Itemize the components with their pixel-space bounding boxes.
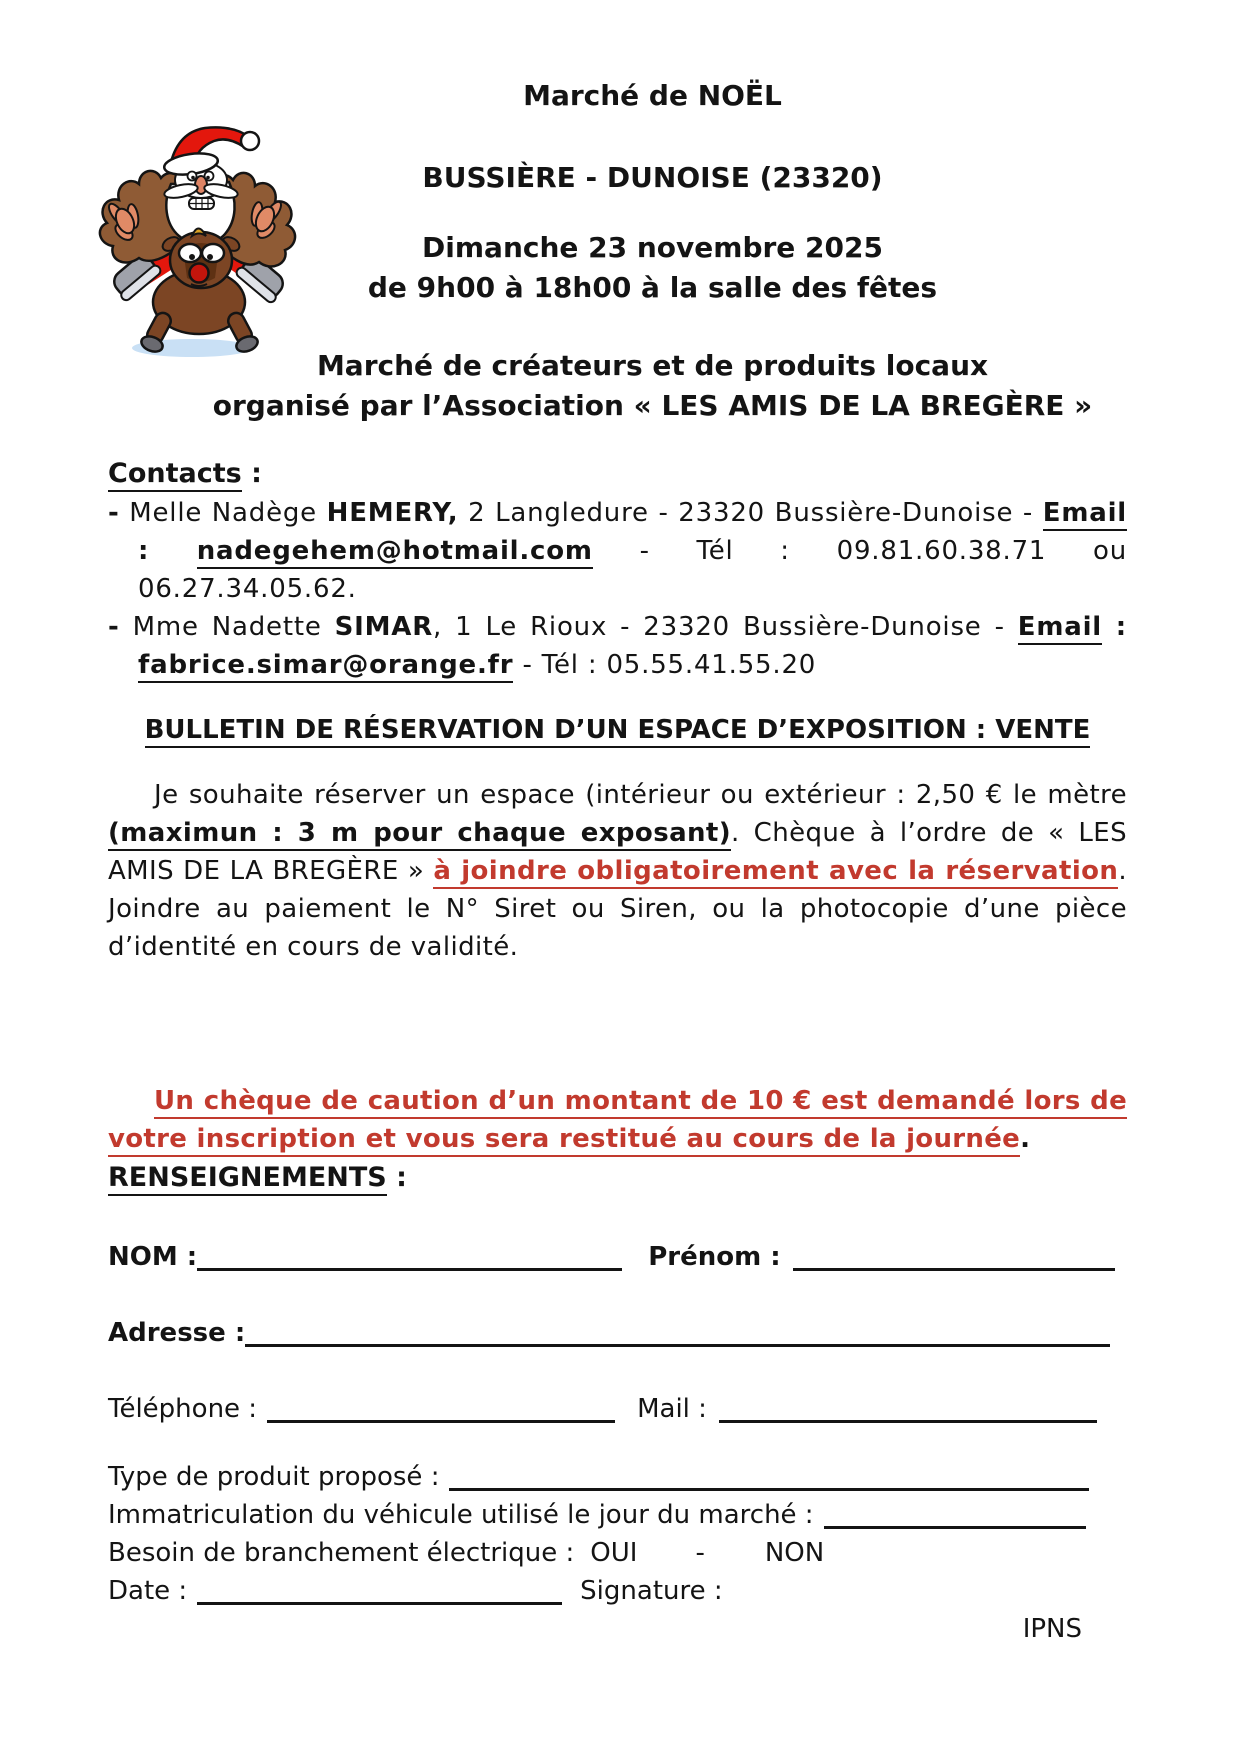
renseignements-label: RENSEIGNEMENTS — [108, 1162, 387, 1196]
contact2-phone: - Tél : 05.55.41.55.20 — [513, 650, 817, 680]
reservation-joindre-warning: à joindre obligatoirement avec la réservation — [433, 856, 1118, 889]
signature-label: Signature : — [580, 1576, 723, 1606]
reservation-max-size: (maximun : 3 m pour chaque exposant) — [108, 818, 731, 851]
contact1-email-sep: : — [138, 536, 197, 566]
ipns-footer: IPNS — [1022, 1614, 1082, 1644]
bullet-dash: - — [108, 612, 120, 642]
besoin-label: Besoin de branchement électrique : — [108, 1538, 575, 1568]
contact2-address: , 1 Le Rioux - 23320 Bussière-Dunoise - — [433, 612, 1018, 642]
contacts-heading-label: Contacts — [108, 458, 242, 492]
header-time: de 9h00 à 18h00 à la salle des fêtes — [367, 271, 938, 304]
prenom-label: Prénom : — [648, 1242, 781, 1272]
caution-period: . — [1020, 1124, 1031, 1154]
mail-blank-line — [719, 1414, 1097, 1423]
reservation-intro: Je souhaite réserver un espace (intérieur ou extérieur : 2,50 € le mètre — [154, 780, 1127, 810]
header-subtitle-2: organisé par l’Association « LES AMIS DE LA BREGÈRE » — [212, 389, 1093, 422]
header — [178, 76, 1127, 426]
contact2-name: SIMAR — [334, 612, 434, 642]
header-subtitle-1: Marché de créateurs et de produits locaux — [316, 349, 989, 382]
contact1-email-address: nadegehem@hotmail.com — [197, 536, 593, 569]
page-title: Marché de NOËL — [523, 79, 782, 112]
contact1-address: 2 Langledure - 23320 Bussière-Dunoise - — [458, 498, 1043, 528]
form-row-type-produit — [108, 1458, 1127, 1496]
nom-label: NOM : — [108, 1242, 198, 1272]
contact-item-hemery — [108, 494, 1127, 608]
immatriculation-label: Immatriculation du véhicule utilisé le jour du marché : — [108, 1500, 814, 1530]
reservation-siret: . Joindre au paiement le N° Siret ou Siren, ou la photocopie d’une pièce d’identité en cours de validité. — [108, 856, 1127, 962]
contact1-phones: - Tél : 09.81.60.38.71 ou 06.27.34.05.62. — [138, 536, 1127, 604]
type-produit-label: Type de produit proposé : — [108, 1462, 440, 1492]
renseignements-colon: : — [386, 1162, 407, 1193]
contact1-pre: Melle Nadège — [129, 498, 327, 528]
form-row-branchement — [108, 1534, 1127, 1572]
nom-blank-line — [197, 1262, 622, 1271]
oui-option: OUI — [590, 1538, 638, 1568]
form-row-immatriculation — [108, 1496, 1127, 1534]
contacts-heading-colon: : — [241, 458, 262, 489]
caution-text: Un chèque de caution d’un montant de 10 € est demandé lors de votre inscription et vous sera restitué au cours de la journée — [108, 1086, 1127, 1157]
santa-reindeer-illustration — [93, 124, 297, 360]
contact2-email-sep: : — [1102, 612, 1127, 642]
mail-label: Mail : — [637, 1394, 707, 1424]
telephone-label: Téléphone : — [108, 1394, 258, 1424]
contact2-email-address: fabrice.simar@orange.fr — [138, 650, 513, 683]
contacts-heading — [108, 454, 1127, 494]
caution-paragraph — [108, 1082, 1127, 1158]
date-blank-line — [197, 1596, 562, 1605]
non-option: NON — [764, 1538, 825, 1568]
header-date: Dimanche 23 novembre 2025 — [422, 231, 883, 264]
oui-non-dash: - — [695, 1538, 705, 1568]
contact2-pre: Mme Nadette — [132, 612, 335, 642]
contact1-email-label: Email — [1043, 498, 1127, 531]
contact2-email-label: Email — [1018, 612, 1102, 645]
header-location: BUSSIÈRE - DUNOISE (23320) — [422, 161, 883, 194]
bulletin-title — [108, 710, 1127, 750]
contact-item-simar — [108, 608, 1127, 684]
prenom-blank-line — [793, 1262, 1115, 1271]
type-produit-blank-line — [449, 1482, 1089, 1491]
date-label: Date : — [108, 1576, 188, 1606]
adresse-label: Adresse : — [108, 1318, 246, 1348]
bulletin-title-text: BULLETIN DE RÉSERVATION D’UN ESPACE D’EXPOSITION : VENTE — [145, 715, 1091, 748]
bullet-dash: - — [108, 498, 120, 528]
form-row-date-signature — [108, 1572, 1127, 1610]
adresse-blank-line — [245, 1338, 1110, 1347]
reservation-cheque: . Chèque à l’ordre de « LES AMIS DE LA BREGÈRE » — [108, 818, 1127, 886]
form-row-nom-prenom — [108, 1238, 1127, 1276]
form-row-telephone-mail — [108, 1390, 1127, 1428]
contact1-name: HEMERY, — [326, 498, 459, 528]
immatriculation-blank-line — [824, 1520, 1086, 1529]
renseignements-heading — [108, 1158, 1127, 1198]
reservation-paragraph — [108, 776, 1127, 966]
telephone-blank-line — [267, 1414, 615, 1423]
form-row-adresse — [108, 1314, 1127, 1352]
